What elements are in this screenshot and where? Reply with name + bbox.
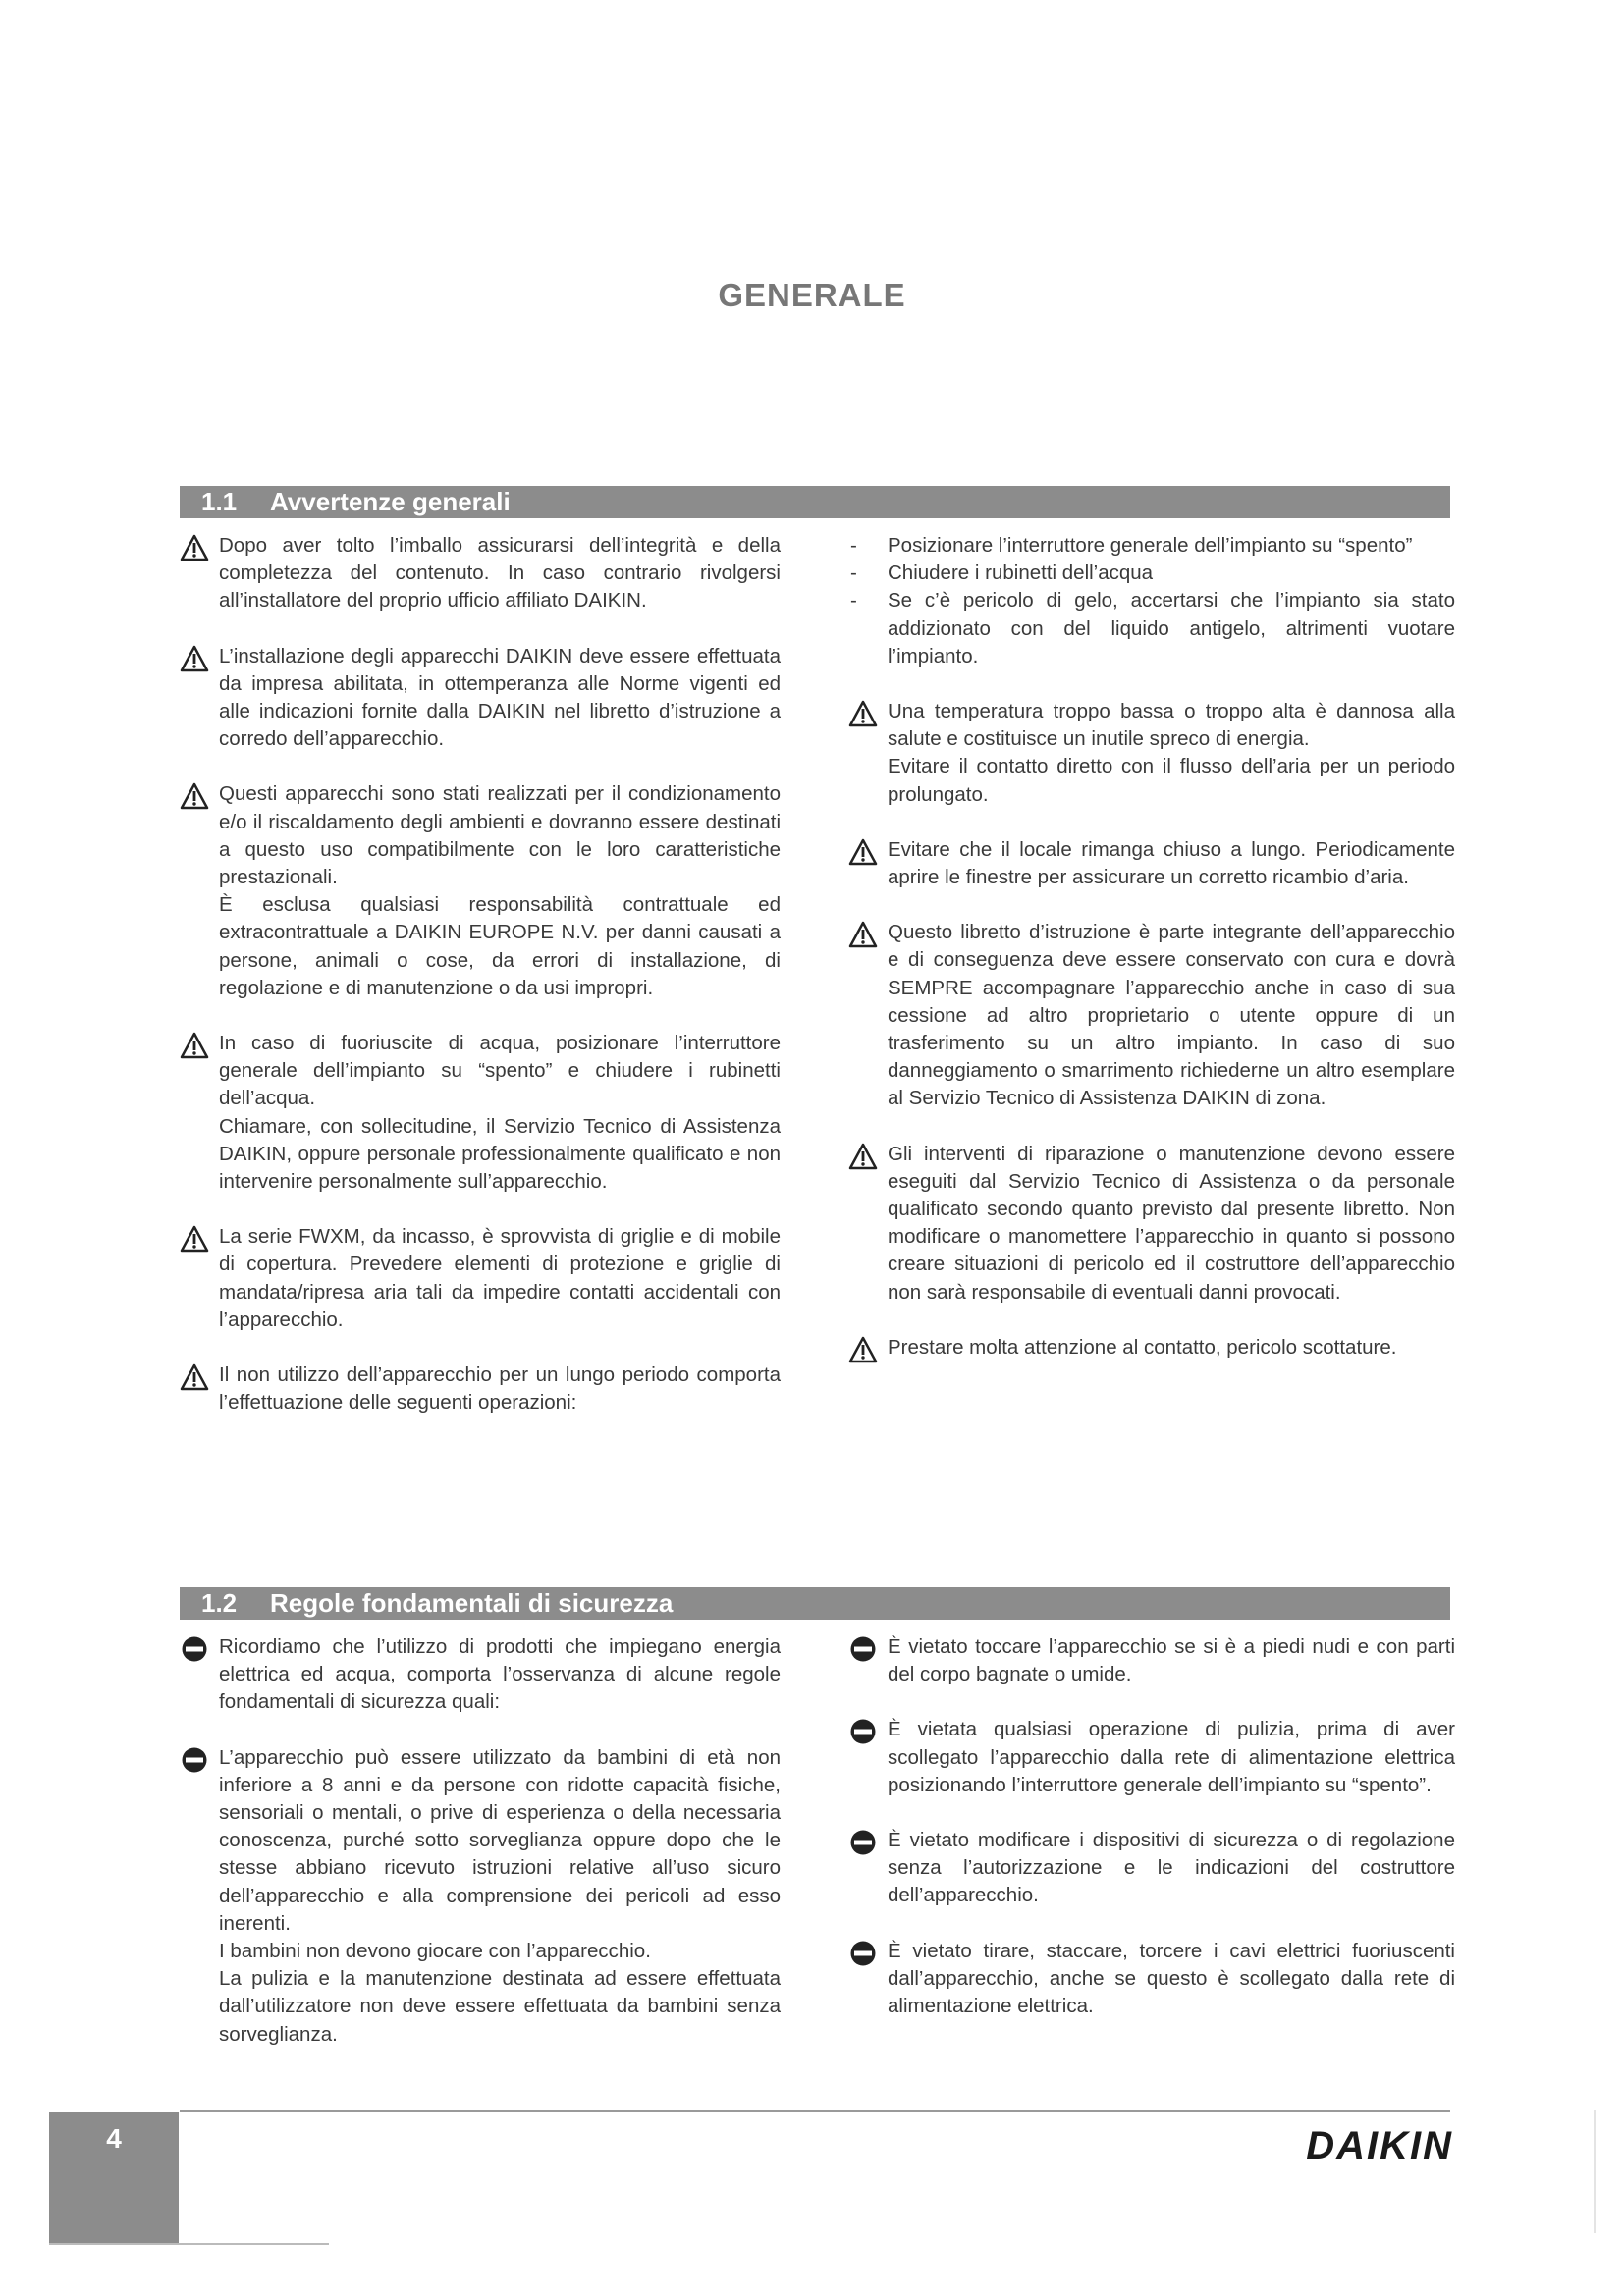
page-number: 4 (49, 2112, 179, 2244)
no-entry-icon (180, 1746, 209, 1774)
warning-icon (180, 782, 209, 810)
page-title: GENERALE (718, 277, 906, 313)
warning-text: Chiamare, con sollecitudine, il Servizio Tecnico di Assistenza DAIKIN, oppure personale professionalmente qualificato e non intervenire personalmente sull’apparecchio. (219, 1114, 781, 1194)
warning-item (180, 532, 781, 615)
prohibition-item (180, 1633, 781, 1717)
prohibition-text: È vietato tirare, staccare, torcere i cavi elettrici fuoriuscenti dall’apparecchio, anche se questo è scollegato dalla rete di alimentazione elettrica. (888, 1939, 1455, 2018)
prohibition-text: La pulizia e la manutenzione destinata ad essere effettuata dall’utilizzatore non deve essere effettuata da bambini senza sorveglianza. (219, 1967, 781, 2046)
warning-icon (180, 1225, 209, 1253)
daikin-logo: DAIKIN (1306, 2124, 1453, 2167)
dash-bullet: - (850, 534, 857, 557)
warning-item (848, 698, 1455, 809)
warning-icon (180, 1363, 209, 1391)
warning-text: Una temperatura troppo bassa o troppo alta è dannosa alla salute e costituisce un inutile spreco di energia. (888, 700, 1455, 751)
no-entry-icon (180, 1635, 209, 1663)
prohibition-item (848, 1827, 1455, 1910)
prohibition-text: Ricordiamo che l’utilizzo di prodotti che impiegano energia elettrica ed acqua, comporta l’osservanza di alcune regole fondamentali di sicurezza quali: (219, 1635, 781, 1714)
prohibition-text: I bambini non devono giocare con l’apparecchio. (219, 1940, 651, 1963)
warning-text: La serie FWXM, da incasso, è sprovvista di griglie e di mobile di copertura. Prevedere elementi di protezione e griglie di mandata/ripresa aria tali da impedire contatti accidentali con l’apparecchio. (219, 1225, 781, 1331)
prohibition-item (848, 1633, 1455, 1688)
warning-item (848, 836, 1455, 891)
warning-text: Evitare che il locale rimanga chiuso a lungo. Periodicamente aprire le finestre per assicurare un corretto ricambio d’aria. (888, 837, 1455, 889)
section1-left-column (180, 532, 781, 1416)
warning-icon (848, 1336, 878, 1363)
prohibition-item (180, 1744, 781, 2049)
list-item (848, 587, 1455, 670)
prohibition-item (848, 1938, 1455, 2021)
section2-left-column (180, 1633, 781, 2049)
warning-text: Prestare molta attenzione al contatto, pericolo scottature. (888, 1335, 1397, 1359)
warning-item (848, 919, 1455, 1112)
warning-icon (848, 1143, 878, 1170)
no-entry-icon (848, 1940, 878, 1967)
list-item-text: Se c’è pericolo di gelo, accertarsi che l’impianto sia stato addizionato con del liquido antigelo, altrimenti vuotare l’impianto. (888, 589, 1455, 667)
warning-text: Evitare il contatto diretto con il flusso dell’aria per un periodo prolungato. (888, 755, 1455, 806)
list-item-text: Posizionare l’interruttore generale dell’impianto su “spento” (888, 534, 1413, 557)
warning-text: In caso di fuoriuscite di acqua, posizionare l’interruttore generale dell’impianto su “spento” e chiudere i rubinetti dell’acqua. (219, 1032, 781, 1110)
warning-icon (848, 838, 878, 866)
warning-icon (180, 1032, 209, 1059)
prohibition-text: L’apparecchio può essere utilizzato da bambini di età non inferiore a 8 anni e da persone con ridotte capacità fisiche, sensoriali o mentali, o prive di esperienza o della necessaria conoscenza, purché sotto sorveglianza oppure dopo che le stesse abbiano ricevuto istruzioni relative all’uso sicuro dell’apparecchio e alla comprensione dei pericoli ad esso inerenti. (219, 1745, 781, 1935)
warning-text: Questi apparecchi sono stati realizzati per il condizionamento e/o il riscaldamento degli ambienti e dovranno essere destinati a questo uso compatibilmente con le loro caratteristiche prestazionali. (219, 782, 781, 889)
prohibition-text: È vietato toccare l’apparecchio se si è a piedi nudi e con parti del corpo bagnate o umide. (888, 1635, 1455, 1686)
section-title: Regole fondamentali di sicurezza (270, 1588, 674, 1618)
prohibition-text: È vietato modificare i dispositivi di sicurezza o di regolazione senza l’autorizzazione e le indicazioni del costruttore dell’apparecchio. (888, 1829, 1455, 1907)
list-item (848, 532, 1455, 560)
section-title: Avvertenze generali (270, 487, 511, 516)
no-entry-icon (848, 1829, 878, 1856)
no-entry-icon (848, 1635, 878, 1663)
section-number: 1.1 (201, 487, 238, 516)
warning-text: Questo libretto d’istruzione è parte integrante dell’apparecchio e di conseguenza deve essere conservato con cura e dovrà SEMPRE accompagnare l’apparecchio anche in caso di sua cessione ad altro proprietario o utente oppure di un trasferimento su un altro impianto. In caso di suo danneggiamento o smarrimento richiederne un altro esemplare al Servizio Tecnico di Assistenza DAIKIN di zona. (888, 921, 1455, 1110)
warning-item (180, 1362, 781, 1416)
warning-icon (180, 645, 209, 672)
section-header-regole-sicurezza (180, 1587, 1450, 1620)
warning-text: È esclusa qualsiasi responsabilità contrattuale ed extracontrattuale a DAIKIN EUROPE N.V. per danni causati a persone, animali o cose, da errori di installazione, di regolazione e di manutenzione o da usi impropri. (219, 893, 781, 999)
warning-text: Il non utilizzo dell’apparecchio per un lungo periodo comporta l’effettuazione delle seguenti operazioni: (219, 1363, 781, 1415)
bottom-rule (49, 2243, 329, 2245)
footer-divider (180, 2110, 1450, 2112)
warning-item (180, 1223, 781, 1334)
section-number: 1.2 (201, 1588, 238, 1618)
warning-item (180, 1030, 781, 1196)
warning-icon (180, 534, 209, 561)
warning-text: Gli interventi di riparazione o manutenzione devono essere eseguiti dal Servizio Tecnico di Assistenza o da personale qualificato secondo quanto previsto dal presente libretto. Non modificare o manomettere l’apparecchio in quanto si possono creare situazioni di pericolo ed il costruttore dell’apparecchio non sarà responsabile di eventuali danni provocati. (888, 1142, 1455, 1304)
prohibition-item (848, 1716, 1455, 1799)
page-edge-rule (1594, 2110, 1596, 2233)
warning-item (848, 1141, 1455, 1307)
list-item-text: Chiudere i rubinetti dell’acqua (888, 561, 1154, 585)
section1-right-column (848, 532, 1455, 1362)
dash-bullet: - (850, 561, 857, 585)
warning-item (848, 1334, 1455, 1362)
warning-icon (848, 921, 878, 948)
warning-item (180, 643, 781, 754)
warning-text: Dopo aver tolto l’imballo assicurarsi dell’integrità e della completezza del contenuto. In caso contrario rivolgersi all’installatore del proprio ufficio affiliato DAIKIN. (219, 534, 781, 613)
prohibition-text: È vietata qualsiasi operazione di pulizia, prima di aver scollegato l’apparecchio dalla rete di alimentazione elettrica posizionando l’interruttore generale dell’impianto su “spento”. (888, 1718, 1455, 1796)
no-entry-icon (848, 1718, 878, 1745)
warning-icon (848, 700, 878, 727)
list-item (848, 560, 1455, 587)
warning-text: L’installazione degli apparecchi DAIKIN deve essere effettuata da impresa abilitata, in ottemperanza alle Norme vigenti ed alle indicazioni fornite dalla DAIKIN nel libretto d’istruzione a corredo dell’apparecchio. (219, 644, 781, 751)
section-header-avvertenze (180, 486, 1450, 518)
section2-right-column (848, 1633, 1455, 2020)
dash-bullet: - (850, 589, 857, 613)
warning-item (180, 780, 781, 1002)
